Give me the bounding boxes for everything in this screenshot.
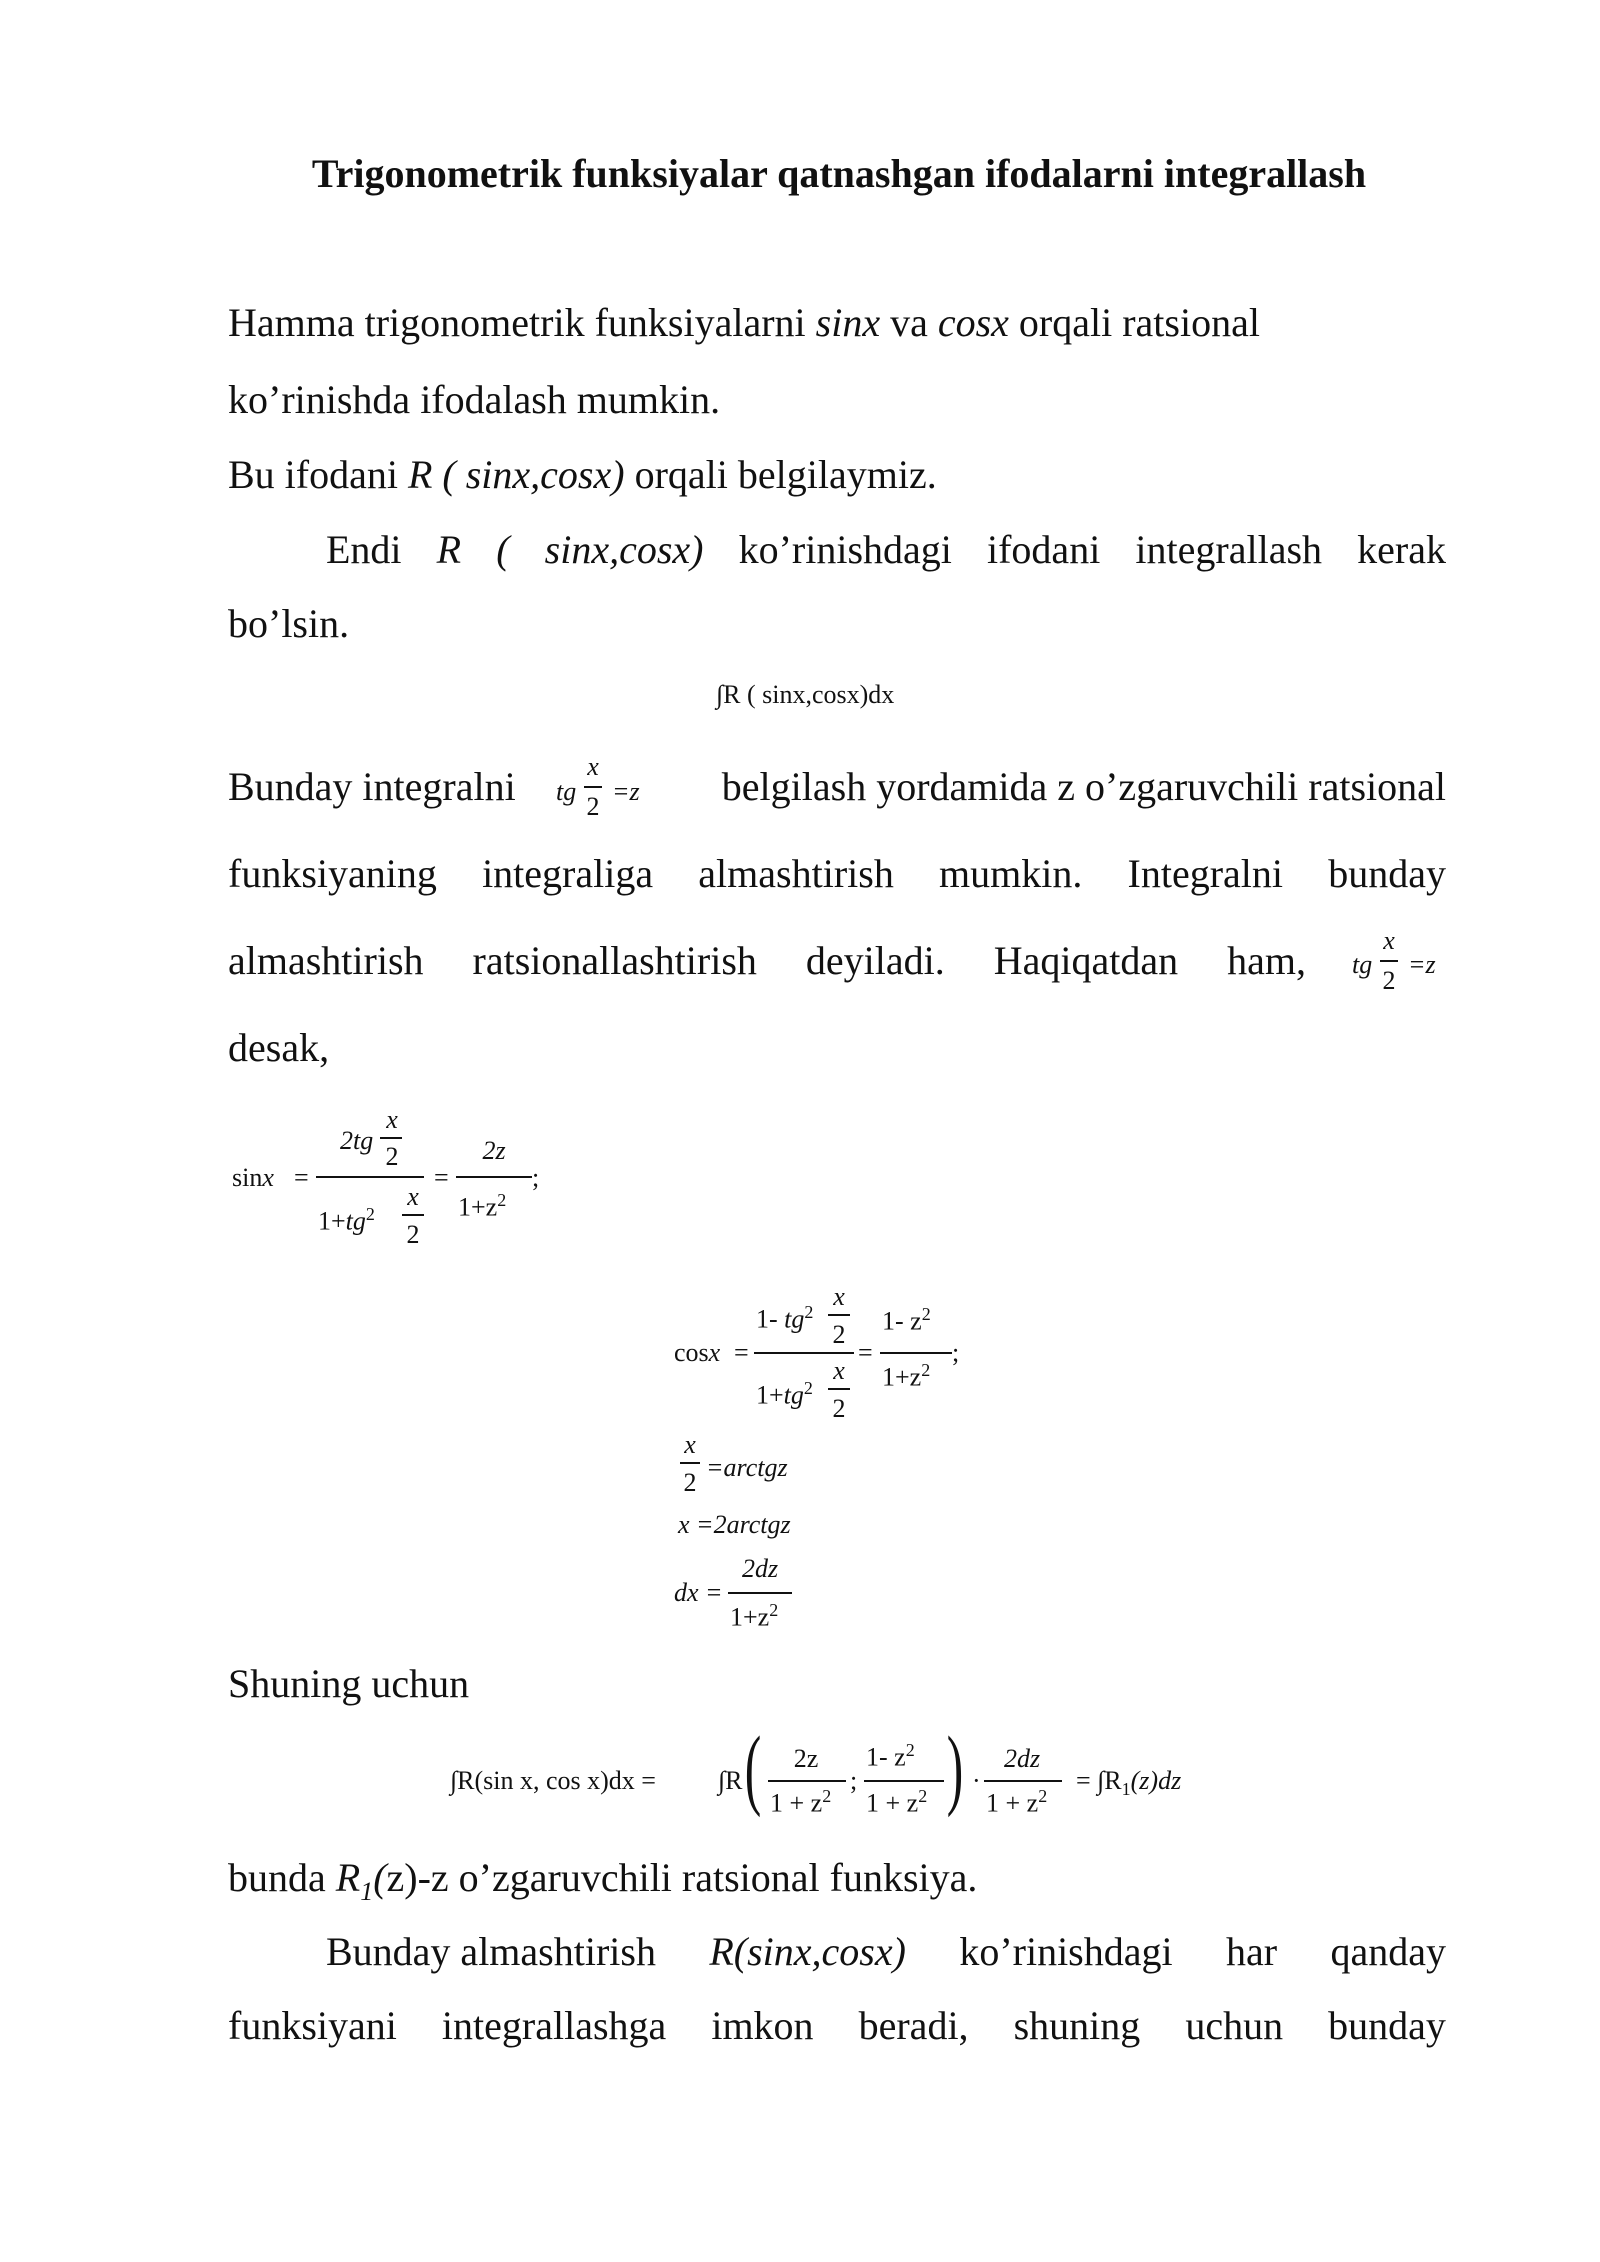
paragraph-1-line-2: ko’rinishda ifodalash mumkin. — [228, 377, 721, 422]
paragraph-7-line-1: Bunday almashtirish R(sinx,cosx) ko’rinishdagi har qanday — [326, 1929, 1446, 1974]
paragraph-4-line-4: desak, — [228, 1025, 330, 1070]
paragraph-6: bunda $R_1(z)-z$ o’zgaruvchili ratsional funksiya. — [228, 1855, 978, 1906]
paragraph-1-line-1: Hamma trigonometrik funksiyalarni sinx va cosx orqali ratsional — [228, 300, 1260, 345]
inline-tg: tg — [556, 777, 577, 806]
paragraph-4-line-2: funksiyaning integraliga almashtirish mumkin. Integralni bunday — [228, 851, 1446, 896]
paragraph-5: Shuning uchun — [228, 1661, 470, 1706]
integral-formula: ∫R ( sinx,cosx)dx — [716, 680, 895, 709]
paragraph-2: Bu ifodani R ( sinx,cosx) orqali belgilaymiz. — [228, 452, 937, 497]
paragraph-4-line-3: almashtirish ratsionallashtirish deyiladi. Haqiqatdan ham, — [228, 938, 1306, 983]
paragraph-7-line-2: funksiyani integrallashga imkon beradi, shuning uchun bunday — [228, 2003, 1446, 2048]
inline-frac-x2: x — [587, 752, 599, 781]
paragraph-4-line-1-b: belgilash yordamida z o’zgaruvchili ratsional — [721, 764, 1446, 809]
page-title: Trigonometrik funksiyalar qatnashgan ifodalarni integrallash — [311, 151, 1367, 196]
paragraph-3-line-1: Endi R ( sinx,cosx) ko’rinishdagi ifodani integrallash kerak — [326, 527, 1446, 572]
paragraph-4-line-1-a: Bunday integralni — [228, 764, 516, 809]
document-page: Trigonometrik funksiyalar qatnashgan ifodalarni integrallash Hamma trigonometrik funksiyalarni sinx va cosx orqali ratsional ko’rinishda ifodalash mumkin. Bu ifodani R ( sinx,cosx) orqali belgilaymiz. Endi R ( sinx,cosx) ko’rinishdagi ifodani integrallash kerak bo’lsin. ∫R ( sinx,cosx)dx Bunday integralni tg x 2 =z belgilash yordamida z o’zgaruvchili ratsional funksiyaning integraliga almashtirish mumkin. Integralni bunday almashtirish ratsionallashtirish deyiladi. Haqiqatdan ham, tg x 2 =z desak, sinx = 2tg x 2 $1+tg^2$ x 2 = 2z $1+z^2$ ; cosx = 1- $tg^2$ x 2 $1+tg^2$ x 2 = 1- $z^2$ $1+z^2$ ; x 2 =arctgz x =2arctgz dx = 2dz $1+z^2$ Shuning uchun ∫R(sin x, cos x)dx = ∫R ( 2z $1 + z^2$ ; 1- $z^2$ $1 + z^2$ ) · 2dz $1 + z^2$ = $\int R_1(z)dz$ bunda $R_1(z)-z$ o’zgaruvchili ratsional funksiya. Bunday almashtirish R(sinx,cosx) ko’rinishdagi har qanday funksiyani integrallashga imkon beradi, shuning uchun bunday — [0, 0, 1600, 2262]
paragraph-3-line-2: bo’lsin. — [228, 601, 350, 646]
